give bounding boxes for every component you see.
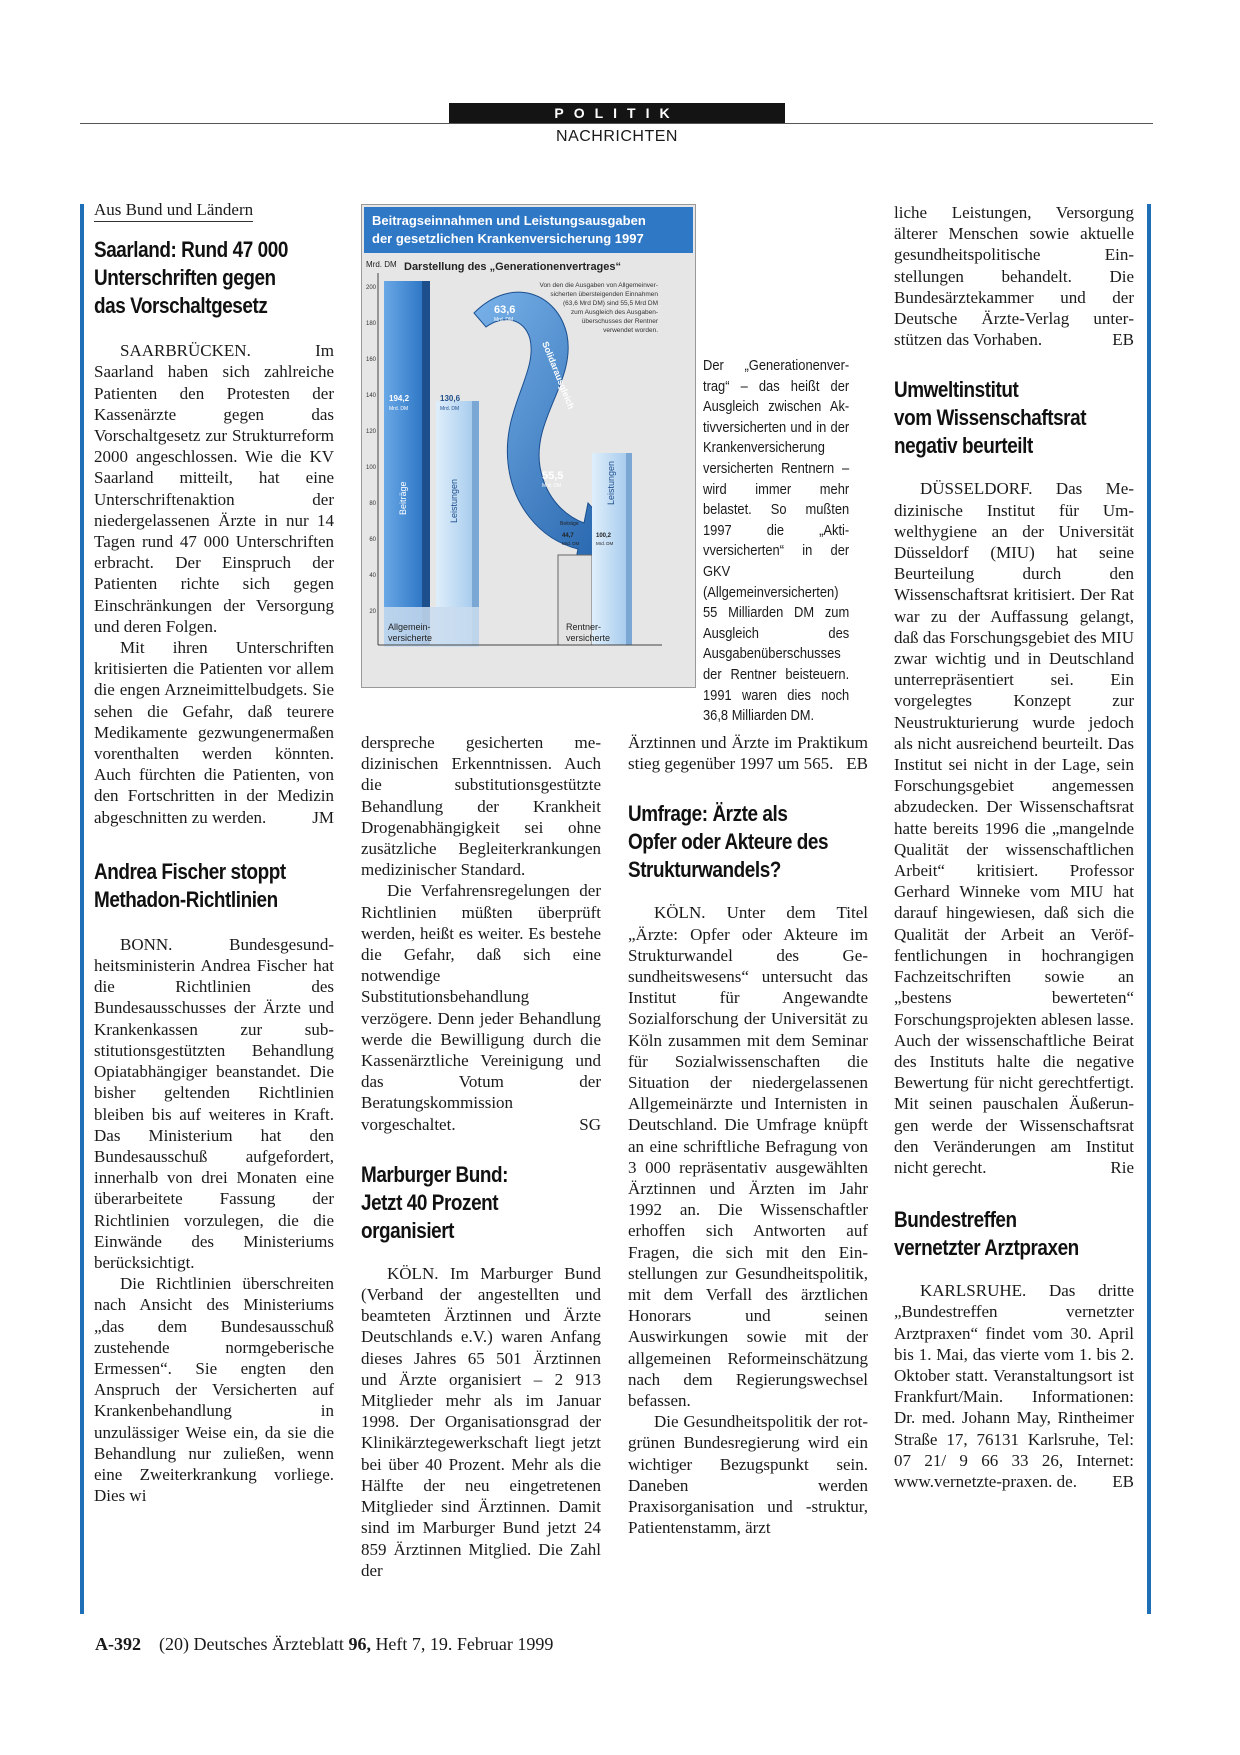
y-tick-labels: [366, 285, 377, 615]
author-signature: SG: [579, 1114, 601, 1134]
paragraph: KÖLN. Im Marburger Bund (Verband der angestellten und beamteten Ärztinnen und Ärzte Deutschlands e.V.) waren Anfang dieses Jahres 65 501 Ärztinnen und Ärzte organisiert – 2 913 Mitglieder mehr als im Januar 1998. Der Organisationsgrad der Klinikärztegewerkschaft liegt jetzt bei über 40 Prozent. Mehr als die Hälfte der neu eingetretenen Mitglieder sind Ärztinnen. Damit sind im Marburger Bund jetzt 24 859 Ärztinnen Mitglied. Die Zahl der: [361, 1263, 601, 1580]
y-tick: 40: [369, 573, 376, 579]
bar-value: 194,2: [389, 394, 410, 403]
svg-text:verwendet worden.: verwendet worden.: [603, 327, 658, 334]
page-footer: [95, 1634, 553, 1655]
svg-text:überschusses der Rentner: überschusses der Rentner: [581, 318, 658, 325]
infographic-svg: [362, 205, 695, 687]
bar-value: 44,7: [562, 533, 574, 539]
arrow-end-value: 55,5: [542, 470, 564, 482]
svg-text:Beiträge: Beiträge: [560, 521, 579, 527]
footer-volume: 96,: [348, 1634, 371, 1654]
y-tick: 60: [369, 537, 376, 543]
y-tick: 120: [365, 429, 376, 435]
figure-title-line2: der gesetzlichen Krankenversicherung 1997: [372, 231, 644, 246]
paragraph: BONN. Bundesgesundheitsministerin Andrea Fischer hat die Richtlinien des Bundesausschusses der Ärzte und Krankenkassen zur substitutionsgestützten Behandlung Opiatabhängiger beanstandet. Die bisher geltenden Richtlinien bleiben bis auf weiteres in Kraft. Das Ministerium hat den Bundesausschuß aufgefordert, innerhalb von drei Monaten eine überarbeitete Fassung der Richtlinien vorzulegen, die die Einwände des Ministeriums berücksichtigt.: [94, 934, 334, 1272]
headline-fischer: Andrea Fischer stoppt Methadon-Richtlinien: [94, 858, 286, 912]
figure-caption: Der „Generationenvertrag“ – das heißt der Ausgleich zwischen Aktivversicherten und in der Krankenversicherung versicherten Rentnern – wird immer mehr belastet. So mußten 1997 die „Aktivversicherten“ in der GKV (Allgemeinversicherten) 55 Milliarden DM zum Ausgleich des Ausgabenüberschusses der Rentner beisteuern. 1991 waren dies noch 36,8 Milliarden DM.: [703, 357, 850, 725]
y-tick: 20: [369, 609, 376, 615]
y-unit: Mrd. DM: [366, 260, 397, 269]
paragraph: KÖLN. Unter dem Titel „Ärzte: Opfer oder Akteure im Strukturwandel des Gesundheitswesens“ untersucht das Institut für Angewandte Sozialforschung der Universität zu Köln zusammen mit dem Seminar für Sozialwissenschaften die Situation der niedergelassenen Allgemeinärzte und Internisten in Deutschland. Die Umfrage knüpft an eine schriftliche Befragung von 3 000 repräsentativ ausgewählten Ärztinnen und Ärzten im Jahr 1992 an. Die Wissenschaftler erhoffen sich Antworten auf Fragen, die sich mit den Einstellungen zur Gesundheitspolitik, mit dem Verfall des ärztlichen Honorars und seinen Auswirkungen sowie mit der allgemeinen Reformeinschätzung nach dem Regierungswechsel befassen.: [628, 903, 868, 1411]
author-signature: EB: [1112, 1471, 1134, 1491]
svg-text:Mrd. DM: Mrd. DM: [494, 317, 514, 323]
footer-journal: (20) Deutsches Ärzteblatt: [159, 1634, 344, 1654]
svg-text:versicherte: versicherte: [566, 633, 611, 643]
bar-value: 100,2: [596, 533, 612, 539]
kicker: Aus Bund und Ländern: [94, 199, 253, 222]
column-3: [628, 732, 868, 1539]
arrow-value: 63,6: [494, 304, 516, 316]
section-subrubric: NACHRICHTEN: [556, 128, 678, 145]
infographic: [361, 204, 696, 688]
svg-text:Mrd. DM: Mrd. DM: [562, 541, 580, 546]
y-tick: 160: [365, 357, 376, 363]
y-tick: 200: [365, 285, 376, 291]
bar-label: Leistungen: [449, 478, 459, 523]
bar-label: Beiträge: [398, 481, 408, 515]
headline-bundestreffen: Bundestreffen vernetzter Arztpraxen: [894, 1207, 1079, 1261]
author-signature: EB: [1112, 330, 1134, 350]
paragraph: Die Richtlinien überschreiten nach Ansicht des Ministeriums „das dem Bundesausschuß zustehende normgeberische Ermessen“. Sie engten den Anspruch der Versicherten auf Krankenbehandlung in unzulässiger Weise ein, da sie die Behandlung nur zuließen, wenn eine Zweiterkrankung vorliege. Dies wi: [94, 1274, 334, 1506]
column-2: [361, 732, 601, 1581]
author-signature: EB: [846, 754, 868, 774]
left-accent-bar: [80, 204, 84, 1614]
paragraph: Die Gesundheitspolitik der rot-grünen Bundesregierung wird ein wichtiger Bezugspunkt sein. Daneben werden Praxisorganisation und -struktur, Patientenstamm, ärzt: [628, 1412, 868, 1538]
author-signature: Rie: [1110, 1157, 1134, 1177]
arrow-label: Solidarausgleich: [540, 340, 577, 411]
svg-text:Mrd. DM: Mrd. DM: [542, 483, 562, 489]
paragraph: Ärztinnen und Ärzte im Praktikum stieg gegenüber 1997 um 565. EB: [628, 733, 868, 774]
paragraph: Mit ihren Unterschriften kritisierten die Patienten vor allem die engen Arzneimittelbudgets. Sie sehen die Gefahr, daß teurere Medikamente gezwungenermaßen vorenthalten werden könnten. Auch fürchten die Patienten, von den Fortschritten in der Medizin abgeschnitten zu werden. JM: [94, 638, 334, 827]
figure-title-line1: Beitragseinnahmen und Leistungsausgaben: [372, 213, 646, 228]
section-rubric: POLITIK: [449, 103, 785, 124]
svg-text:Mrd. DM: Mrd. DM: [596, 541, 614, 546]
headline-umweltinstitut: Umweltinstitut vom Wissenschaftsrat negativ beurteilt: [894, 377, 1087, 459]
bar-value: 130,6: [440, 394, 461, 403]
page-number: A-392: [95, 1634, 141, 1654]
group-label-rentner: Rentner-: [566, 622, 602, 632]
paragraph: DÜSSELDORF. Das Medizinische Institut für Umwelthygiene an der Universität Düsseldorf (MIU) hat seine Beurteilung durch den Wissenschaftsrat kritisiert. Der Rat war zu der Auffassung gelangt, daß das Forschungsgebiet des MIU zwar wichtig und in Deutschland unterrepräsentiert sei. Ein vorgelegtes Konzept zur Neustrukturierung wurde jedoch als nicht ausreichend beurteilt. Das Institut sei nicht in der Lage, sein Forschungsgebiet angemessen abzudecken. Der Wissenschaftsrat hatte bereits 1996 die „mangelnde Qualität der wissenschaftlichen Arbeit“ kritisiert. Professor Gerhard Winneke vom MIU hat darauf hingewiesen, daß sich die Qualität der Arbeit an Veröffentlichungen in hochrangigen Fachzeitschriften sowie an „bestens bewerteten“ Forschungsprojekten ablesen lasse. Auch der wissenschaftliche Beirat des Instituts halte die negative Bewertung für nicht gerechtfertigt. Mit seinen pauschalen Äußerungen werde der Wissenschaftsrat den Veränderungen am Institut nicht gerecht. Rie: [894, 479, 1134, 1177]
y-tick: 80: [369, 501, 376, 507]
group-label-allgemein: Allgemein-: [388, 622, 431, 632]
right-accent-bar: [1147, 204, 1151, 1614]
svg-text:Von den die Ausgaben von Allge: Von den die Ausgaben von Allgemeinver-: [539, 282, 658, 289]
headline-umfrage: Umfrage: Ärzte als Opfer oder Akteure des Strukturwandels?: [628, 801, 829, 883]
paragraph: derspreche gesicherten medizinischen Erkenntnissen. Auch die substitutionsgestützte Behandlung der Krankheit Drogenabhängigkeit sei ohne zusätzliche Begleiterkrankungen medizinischer Standard.: [361, 733, 601, 880]
paragraph: liche Leistungen, Versorgung älterer Menschen sowie aktuelle gesundheitspolitische Einstellungen behandelt. Die Bundesärztekammer und der Deutsche Ärzte-Verlag unterstützen das Vorhaben. EB: [894, 203, 1134, 350]
footer-issue: Heft 7, 19. Februar 1999: [375, 1634, 554, 1654]
svg-text:Mrd. DM: Mrd. DM: [389, 406, 409, 412]
bar-beitraege-allgemein: [384, 281, 422, 645]
headline-marburger-bund: Marburger Bund: Jetzt 40 Prozent organisiert: [361, 1161, 509, 1243]
headline-saarland: Saarland: Rund 47 000 Unterschriften gegen das Vorschaltgesetz: [94, 237, 288, 319]
svg-text:Mrd. DM: Mrd. DM: [440, 406, 460, 412]
svg-text:sicherten übersteigenden Einna: sicherten übersteigenden Einnahmen: [550, 291, 658, 298]
y-tick: 140: [365, 393, 376, 399]
column-4: [894, 202, 1134, 1492]
paragraph: KARLSRUHE. Das dritte „Bundestreffen vernetzter Arztpraxen“ findet vom 30. April bis 1. Mai, das vierte vom 1. bis 2. Oktober statt. Veranstaltungsort ist Frankfurt/Main. Informationen: Dr. med. Johann May, Rintheimer Straße 17, 76131 Karlsruhe, Tel: 07 21/ 9 66 33 26, Internet: www.vernetzte-praxen. de. EB: [894, 1281, 1134, 1491]
paragraph: SAARBRÜCKEN. Im Saarland haben sich zahlreiche Patienten den Protesten der Kassenärzte gegen das Vorschaltgesetz zur Strukturreform 2000 angeschlossen. Wie die KV Saarland mitteilt, hat eine Unterschriftenaktion der niedergelassenen Ärzte in nur 14 Tagen rund 47 000 Unterschriften erbracht. Der Einspruch der Patienten richte sich gegen Einschränkungen der Versorgung und deren Folgen.: [94, 341, 334, 636]
bar-label: Leistungen: [606, 460, 616, 505]
svg-text:versicherte: versicherte: [388, 633, 433, 643]
header-rule: [80, 123, 1153, 124]
y-tick: 180: [365, 321, 376, 327]
svg-text:zum Ausgleich des Ausgaben-: zum Ausgleich des Ausgaben-: [570, 309, 658, 316]
y-tick: 100: [365, 465, 376, 471]
column-1: [94, 199, 334, 1506]
svg-text:(63,6 Mrd DM) sind 55,5 Mrd DM: (63,6 Mrd DM) sind 55,5 Mrd DM: [563, 300, 658, 307]
figure-subtitle: Darstellung des „Generationenvertrages“: [404, 261, 622, 273]
author-signature: JM: [312, 807, 334, 827]
paragraph: Die Verfahrensregelungen der Richtlinien müßten überprüft werden, heißt es weiter. Es bestehe die Gefahr, daß sich eine notwendige Substitutionsbehandlung verzögere. Denn jeder Behandlung werde die Bewilligung durch die Kassenärztliche Vereinigung und das Votum der Beratungskommission vorgeschaltet. SG: [361, 881, 601, 1134]
